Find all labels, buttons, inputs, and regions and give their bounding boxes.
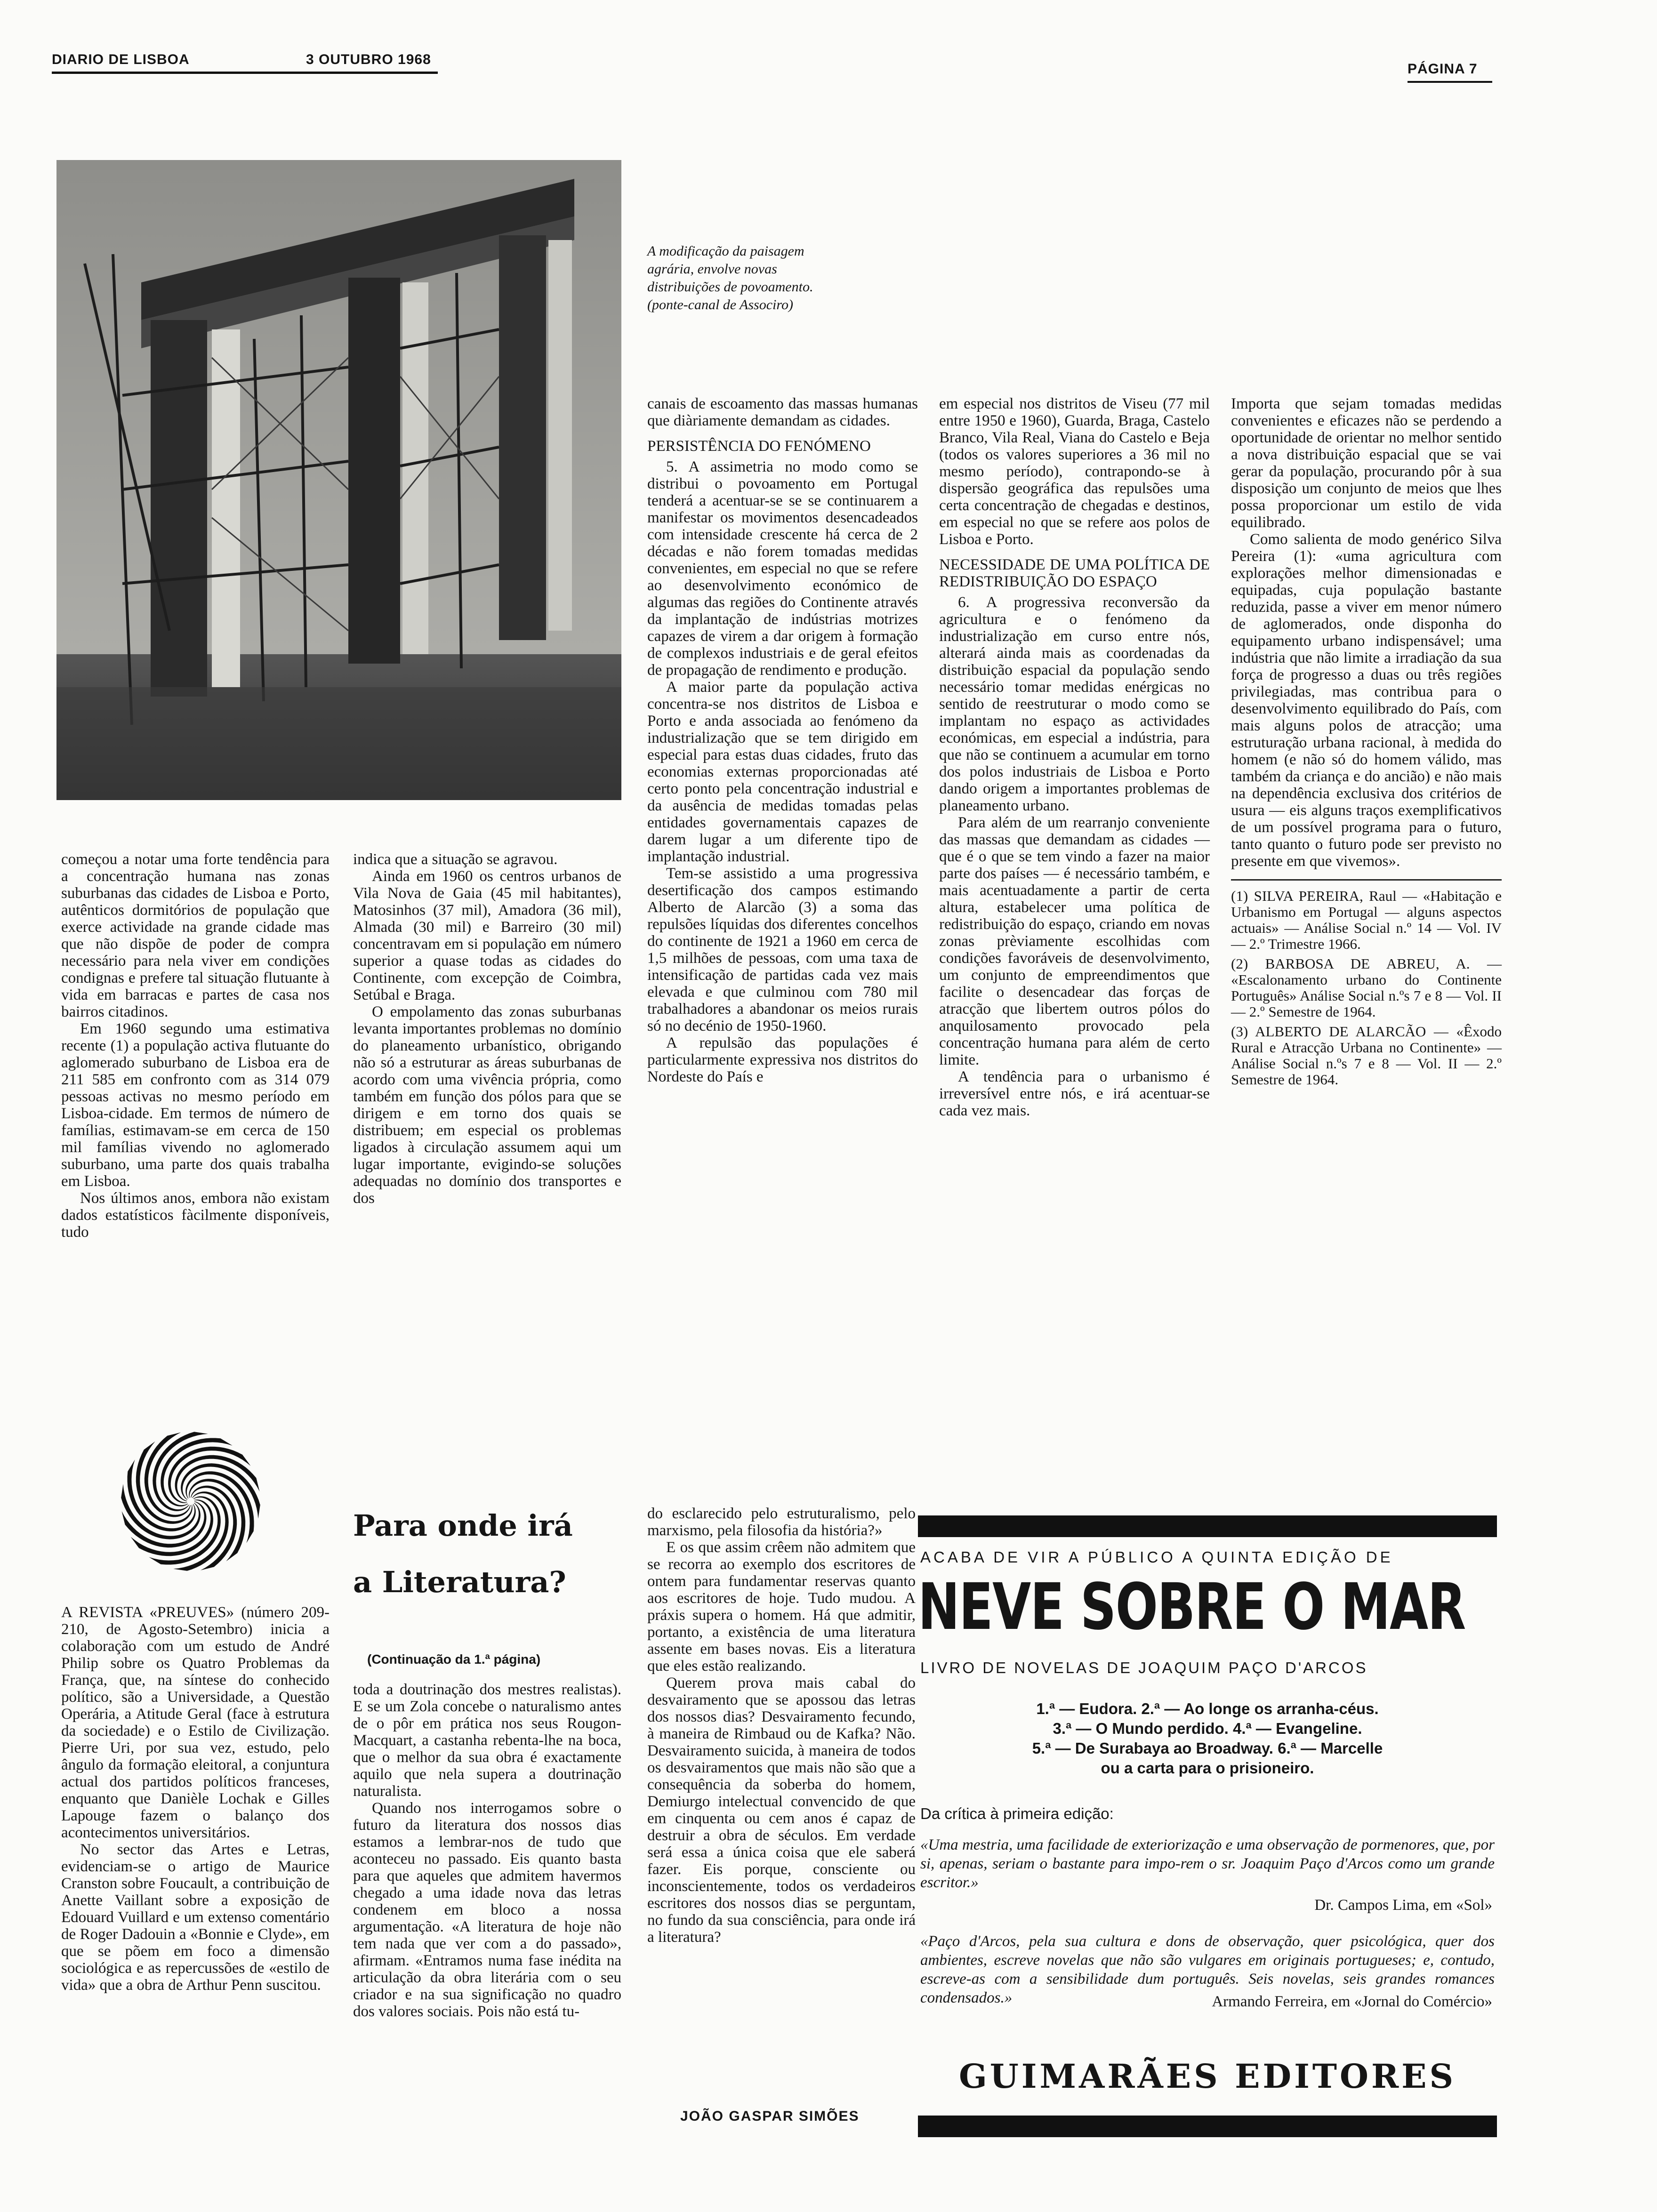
ad-list-line: ou a carta para o prisioneiro. — [1101, 1759, 1314, 1777]
paragraph: No sector das Artes e Letras, evidenciam-se o artigo de Maurice Cranston sobre Foucault, a contribuição de Anette Vaillant sobre a exposição de Edouard Vuillard e um extenso comentário de Roger Dadouin a «Bonnie e Clyde», em que se põem em foco a dimensão sociológica e as repercussões de «estilo de vida» que a obra de Arthur Penn suscitou. — [61, 1841, 330, 1994]
paragraph: Quando nos interrogamos sobre o futuro da literatura dos nossos dias estamos a lembrar-nos de tudo que aconteceu no passado. Eis quanto basta para que aqueles que admitem havermos chegado a uma idade nova das letras condenem em bloco a nossa argumentação. «A literatura de hoje não tem nada que ver com a do passado», afirmam. «Entramos numa fase inédita na articulação da obra literária com o seu criador e na sua significação no quadro dos valores sociais. Pois não está tu- — [353, 1800, 621, 2020]
paragraph: E os que assim crêem não admitem que se recorra ao exemplo dos escritores de ontem para fundamentar reservas quanto aos escritores de hoje. Tudo mudou. A práxis supera o homem. Há que admitir, portanto, a existência de uma literatura assente em bases novas. Eis a literatura que eles estão realizando. — [647, 1539, 916, 1675]
literature-mid-column — [353, 1681, 621, 2020]
preuves-spiral-logo — [120, 1431, 261, 1572]
section-heading-necessidade: NECESSIDADE DE UMA POLÍTICA DE REDISTRIBUIÇÃO DO ESPAÇO — [939, 556, 1210, 590]
ad-publisher: GUIMARÃES EDITORES — [958, 2057, 1456, 2096]
ad-quote-1-source: Dr. Campos Lima, em «Sol» — [1314, 1897, 1492, 1914]
ad-top-bar — [918, 1515, 1497, 1537]
literature-right-column — [647, 1505, 916, 1946]
article-column-4 — [939, 395, 1210, 1119]
masthead-paper: DIARIO DE LISBOA — [52, 52, 190, 67]
paragraph: indica que a situação se agravou. — [353, 851, 558, 868]
paragraph: A REVISTA «PREUVES» (número 209-210, de Agosto-Setembro) inicia a colaboração com um estudo de André Philip sobre os Quatro Problemas da França, que, na síntese do conhecido político, são a Universidade, a Questão Operária, a Atitude Geral (face à estrutura da sociedade) e o Estilo de Civilização. Pierre Uri, por sua vez, estudo, pelo ângulo da formação eleitoral, a conjuntura actual dos partidos políticos franceses, enquanto que Danièle Lochak e Gilles Lapouge fazem o balanço dos acontecimentos universitários. — [61, 1604, 330, 1841]
caption-line: agrária, envolve novas — [647, 261, 777, 277]
ad-bottom-bar — [918, 2116, 1497, 2137]
paragraph: canais de escoamento das massas humanas que diàriamente demandam as cidades. — [647, 395, 918, 429]
literature-title-line2: a Literatura? — [353, 1565, 566, 1599]
paragraph: do esclarecido pelo estruturalismo, pelo marxismo, pela filosofia da história?» — [647, 1505, 916, 1539]
article-column-2 — [353, 851, 621, 1207]
literature-left-column — [61, 1604, 330, 1994]
paragraph: em especial nos distritos de Viseu (77 mil entre 1950 e 1960), Guarda, Braga, Castelo Branco, Vila Real, Viana do Castelo e Beja (todos os valores superiores a 36 mil no mesmo período), contrapondo-se à dispersão geográfica das repulsões uma certa concentração de chegadas e destinos, em especial no que se refere aos polos de Lisboa e Porto. — [939, 395, 1210, 548]
footnote: (1) SILVA PEREIRA, Raul — «Habitação e Urbanismo em Portugal — alguns aspectos actuais» — Análise Social n.º 14 — Vol. IV — 2.º Trimestre 1966. — [1231, 888, 1502, 952]
literature-author: JOÃO GASPAR SIMÕES — [680, 2108, 860, 2124]
paragraph: Querem prova mais cabal do desvairamento que se apossou das letras dos nossos dias? Desvairamento fecundo, à maneira de Rimbaud ou de Kafka? Não. Desvairamento suicida, à maneira de todos os desvairamentos que mais não são que a consequência da soberba do homem, Demiurgo intelectual convencido de que em cinquenta ou cem anos é capaz de destruir a obra de séculos. Em verdade será essa a única coisa que ele saberá fazer. Eis porque, consciente ou inconscientemente, todos os verdadeiros escritores dos nossos dias se perguntam, no fundo da sua consciência, para onde irá a literatura? — [647, 1675, 916, 1946]
paragraph: Importa que sejam tomadas medidas convenientes e eficazes não se perdendo a oportunidade de orientar no melhor sentido a nova distribuição espacial que se vai gerar da população, procurando pôr à sua disposição um conjunto de meios que lhes possa proporcionar um estilo de vida equilibrado. — [1231, 395, 1502, 531]
ad-quote-2-source: Armando Ferreira, em «Jornal do Comércio» — [1212, 1993, 1492, 2010]
footnote: (2) BARBOSA DE ABREU, A. — «Escalonamento urbano do Continente Português» Análise Social n.ºs 7 e 8 — Vol. II — 2.º Semestre de 1964. — [1231, 955, 1502, 1020]
photo-ponte-canal — [56, 160, 621, 800]
paragraph: Tem-se assistido a uma progressiva desertificação dos campos estimando Alberto de Alarcão (3) a soma das repulsões líquidas dos diferentes concelhos do continente de 1921 a 1960 em cerca de 1,5 milhões de pessoas, com uma taxa de intensificação de partidas cada vez mais elevada e que culminou com 780 mil trabalhadores a abandonar os meios rurais só no decénio de 1950-1960. — [647, 865, 918, 1034]
literature-title-line1: Para onde irá — [353, 1508, 573, 1543]
paragraph: Em 1960 segundo uma estimativa recente (1) a população activa flutuante do aglomerado suburbano de Lisboa era de 211 585 em confronto com as 314 079 pessoas activas no mesmo período em Lisboa-cidade. Em termos de número de famílias, estimavam-se em cerca de 150 mil famílias vivendo no aglomerado suburbano, uma parte dos quais trabalha em Lisboa. — [61, 1020, 330, 1190]
footnote: (3) ALBERTO DE ALARCÃO — «Êxodo Rural e Atracção Urbana no Continente» — Análise Social n.ºs 7 e 8 — Vol. II — 2.º Semestre de 1964. — [1231, 1023, 1502, 1088]
ad-top-line: ACABA DE VIR A PÚBLICO A QUINTA EDIÇÃO DE — [920, 1548, 1393, 1566]
ad-critique-intro: Da crítica à primeira edição: — [920, 1805, 1114, 1822]
ad-list-line: 3.ª — O Mundo perdido. 4.ª — Evangeline. — [1053, 1720, 1362, 1737]
ad-quote-1: «Uma mestria, uma facilidade de exteriorização e uma observação de pormenores, que, por si, apenas, seriam o bastante para impo-rem o sr. Joaquim Paço d'Arcos como um grande escritor.» — [920, 1836, 1495, 1891]
footnotes-rule — [1231, 879, 1502, 881]
paragraph: O empolamento das zonas suburbanas levanta importantes problemas no domínio do planeamento urbanístico, obrigando não só a estruturar as áreas suburbanas de acordo com uma vivência própria, como também em função dos pólos para que se dirigem e em torno dos quais se distribuem; em especial os problemas ligados à circulação assumem aqui um lugar importante, evigindo-se soluções adequadas no domínio dos transportes e dos — [353, 1003, 621, 1207]
paragraph: 6. A progressiva reconversão da agricultura e o fenómeno da industrialização em curso entre nós, alterará ainda mais as coordenadas da distribuição espacial da população sendo necessário tomar medidas enérgicas no sentido de reestruturar o modo como se implantam no espaço as actividades económicas, em especial a indústria, para que não se continuem a acumular em torno dos polos industriais de Lisboa e Porto dando origem a importantes problemas de planeamento urbano. — [939, 594, 1210, 814]
paragraph: começou a notar uma forte tendência para a concentração humana nas zonas suburbanas das cidades de Lisboa e Porto, autênticos dormitórios de população que exerce actividade na grande cidade mas que não dispõe de poder de compra necessário para nela viver em condições condignas e prefere tal situação flutuante à vida em barracas e partes de casa nos bairros citadinos. — [61, 851, 330, 1020]
photo-caption — [647, 242, 939, 314]
photo-illustration — [56, 160, 621, 800]
caption-line: distribuições de povoamento. — [647, 279, 813, 295]
paragraph: toda a doutrinação dos mestres realistas). E se um Zola concebe o naturalismo antes de o pôr em prática nos seus Rougon-Macquart, a castanha rebenta-lhe na boca, que o melhor da sua obra é exactamente aquilo que nela supera a doutrinação naturalista. — [353, 1681, 621, 1800]
paragraph: Como salienta de modo genérico Silva Pereira (1): «uma agricultura com explorações melhor dimensionadas e equipadas, cuja população bastante reduzida, passe a viver em menor número de aglomerados, onde disponha do equipamento urbano indispensável; uma indústria que não limite a irradiação da sua força de progresso a duas ou três regiões privilegiadas, mas contribua para o desenvolvimento equilibrado do País, com mais alguns polos de atracção; uma estruturação urbana racional, à medida do homem (e não só do homem válido, mas também da criança e do ancião) e não mais na dependência exclusiva dos critérios de usura — eis alguns traços exemplificativos de um possível programa para o futuro, tanto quanto o futuro pode ser previsto no presente em que vivemos». — [1231, 531, 1502, 870]
paragraph: A repulsão das populações é particularmente expressiva nos distritos do Nordeste do País e — [647, 1034, 918, 1085]
caption-line: (ponte-canal de Associro) — [647, 297, 793, 313]
article-column-3 — [647, 395, 918, 1085]
ad-subtitle: LIVRO DE NOVELAS DE JOAQUIM PAÇO D'ARCOS — [920, 1659, 1368, 1676]
ad-book-title: NEVE SOBRE O MAR — [918, 1570, 1465, 1644]
article-column-5 — [1231, 395, 1502, 1088]
caption-line: A modificação da paisagem — [647, 243, 804, 259]
ad-list-line: 1.ª — Eudora. 2.ª — Ao longe os arranha-céus. — [1036, 1700, 1379, 1717]
header-rule — [52, 72, 438, 74]
masthead-date: 3 OUTUBRO 1968 — [306, 52, 431, 67]
paragraph: A maior parte da população activa concentra-se nos distritos de Lisboa e Porto e anda associada ao fenómeno da industrialização que se tem dirigido em especial para estas duas cidades, fruto das economias externas proporcionadas até certo ponto pela concentração industrial e da ausência de medidas tomadas pelas entidades governamentais capazes de darem lugar a um diferente tipo de implantação industrial. — [647, 679, 918, 865]
paragraph: Para além de um rearranjo conveniente das massas que demandam as cidades — que é o que se tem vindo a fazer na maior parte dos países — é necessário também, e mais acentuadamente a partir de certa altura, estabelecer uma política de redistribuição do espaço, criando em novas zonas prèviamente escolhidas com condições favoráveis de desenvolvimento, um conjunto de empreendimentos que facilite o desencadear das forças de atracção que libertem outros pólos do anquilosamento provocado pela concentração humana para além de certo limite. — [939, 814, 1210, 1068]
ad-novel-list — [918, 1699, 1497, 1778]
section-heading-persistencia: PERSISTÊNCIA DO FENÓMENO — [647, 438, 871, 455]
paragraph: Ainda em 1960 os centros urbanos de Vila Nova de Gaia (45 mil habitantes), Matosinhos (37 mil), Amadora (36 mil), Almada (30 mil) e Barreiro (30 mil) concentravam em si população em número superior a quase todas as cidades do Continente, com excepção de Coimbra, Setúbal e Braga. — [353, 868, 621, 1003]
literature-continuation: (Continuação da 1.ª página) — [367, 1652, 541, 1667]
paragraph: 5. A assimetria no modo como se distribui o povoamento em Portugal tenderá a acentuar-se se se continuarem a manifestar os movimentos desencadeados com intensidade crescente há cerca de 2 décadas e não forem tomadas medidas convenientes, em especial no que se refere ao desenvolvimento económico de algumas das regiões do Continente através da implantação de indústrias motrizes capazes de virem a dar origem à formação de complexos industriais e de geral efeitos de propagação de rendimento e produção. — [647, 458, 918, 679]
ad-list-line: 5.ª — De Surabaya ao Broadway. 6.ª — Marcelle — [1032, 1739, 1383, 1757]
paragraph: Nos últimos anos, embora não existam dados estatísticos fàcilmente disponíveis, tudo — [61, 1190, 330, 1241]
ad-quote-2: «Paço d'Arcos, pela sua cultura e dons de observação, quer psicológica, quer dos ambientes, escreve novelas que não são vulgares em originais portugueses; e, contudo, escreve-as com a sensibilidade dum português. Seis novelas, seis grandes romances condensados.» — [920, 1933, 1495, 2006]
page-number: PÁGINA 7 — [1408, 61, 1478, 77]
spiral-icon — [120, 1431, 261, 1572]
header-rule-right — [1408, 81, 1492, 83]
article-column-1 — [61, 851, 330, 1241]
paragraph: A tendência para o urbanismo é irreversível entre nós, e irá acentuar-se cada vez mais. — [939, 1068, 1210, 1119]
